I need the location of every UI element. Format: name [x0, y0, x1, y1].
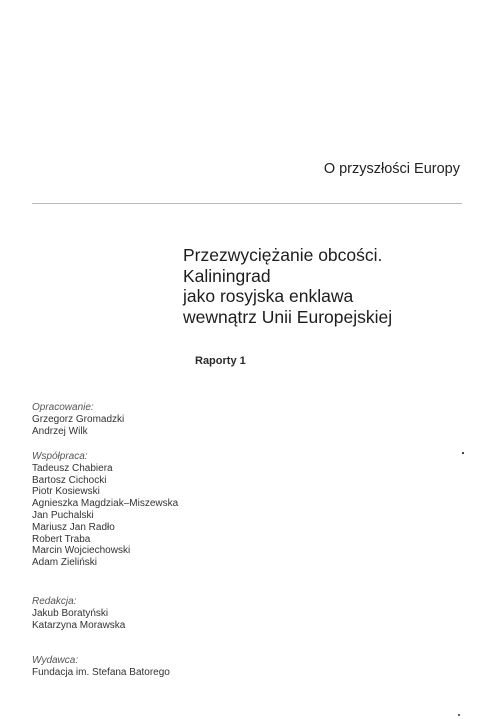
credits-redakcja: [32, 596, 332, 631]
scan-speck: [462, 452, 464, 454]
credits-name: Adam Zieliński: [32, 557, 98, 569]
credits-name: Jan Puchalski: [32, 509, 94, 521]
series-title: O przyszłości Europy: [323, 161, 460, 177]
credits-name: Fundacja im. Stefana Batorego: [32, 666, 170, 678]
document-title: [183, 245, 483, 327]
title-line-1: Przezwyciężanie obcości.: [183, 245, 383, 265]
credits-label: Redakcja:: [32, 596, 77, 607]
report-number: Raporty 1: [195, 355, 246, 367]
credits-name: Tadeusz Chabiera: [32, 462, 113, 474]
credits-name: Andrzej Wilk: [32, 425, 88, 437]
title-line-2: Kaliningrad: [183, 265, 271, 286]
credits-name: Jakub Boratyński: [32, 607, 109, 619]
credits-name: Robert Traba: [32, 533, 91, 545]
credits-wspolpraca: [32, 451, 332, 569]
credits-name: Katarzyna Morawska: [32, 619, 126, 631]
scan-speck: [458, 714, 460, 716]
credits-name: Agnieszka Magdziak–Miszewska: [32, 498, 179, 510]
title-line-4: wewnątrz Unii Europejskiej: [183, 306, 393, 327]
credits-name: Mariusz Jan Radło: [32, 521, 115, 533]
horizontal-divider: [32, 203, 462, 204]
credits-name: Marcin Wojciechowski: [32, 545, 131, 557]
credits-name: Grzegorz Gromadzki: [32, 413, 125, 425]
credits-wydawca: [32, 655, 332, 679]
credits-label: Wydawca:: [32, 655, 79, 666]
title-line-3: jako rosyjska enklawa: [183, 286, 354, 306]
credits-name: Bartosz Cichocki: [32, 474, 107, 486]
credits-label: Opracowanie:: [32, 402, 94, 413]
credits-name: Piotr Kosiewski: [32, 486, 100, 498]
credits-opracowanie: [32, 402, 332, 437]
credits-label: Współpraca:: [32, 451, 88, 462]
